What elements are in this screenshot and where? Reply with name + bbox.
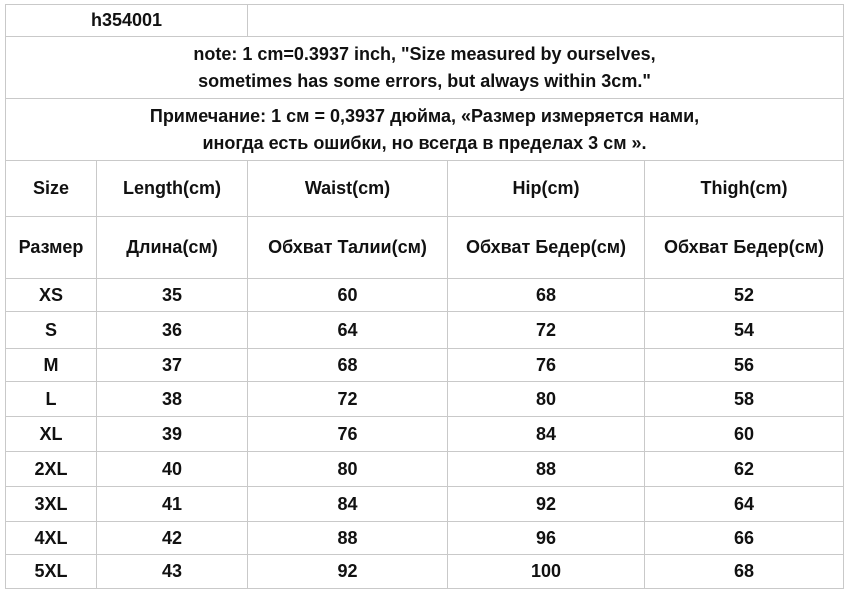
note-russian xyxy=(6,99,844,161)
cell-size: 5XL xyxy=(6,555,97,589)
header-size-ru: Размер xyxy=(6,217,97,279)
header-hip-ru: Обхват Бедер(см) xyxy=(448,217,645,279)
cell-length: 39 xyxy=(97,417,248,452)
cell-hip: 76 xyxy=(448,349,645,382)
cell-thigh: 60 xyxy=(645,417,844,452)
note-english-line2: sometimes has some errors, but always within 3cm." xyxy=(198,70,651,91)
cell-waist: 88 xyxy=(248,522,448,555)
cell-length: 41 xyxy=(97,487,248,522)
table-row xyxy=(6,312,844,349)
cell-thigh: 54 xyxy=(645,312,844,349)
cell-thigh: 66 xyxy=(645,522,844,555)
header-waist: Waist(cm) xyxy=(248,161,448,217)
cell-thigh: 52 xyxy=(645,279,844,312)
cell-length: 35 xyxy=(97,279,248,312)
cell-size: S xyxy=(6,312,97,349)
cell-waist: 72 xyxy=(248,382,448,417)
cell-waist: 68 xyxy=(248,349,448,382)
note-russian-line2: иногда есть ошибки, но всегда в пределах 3 см ». xyxy=(202,132,647,153)
cell-thigh: 64 xyxy=(645,487,844,522)
cell-hip: 96 xyxy=(448,522,645,555)
cell-waist: 84 xyxy=(248,487,448,522)
table-row xyxy=(6,522,844,555)
cell-thigh: 58 xyxy=(645,382,844,417)
header-thigh-ru: Обхват Бедер(см) xyxy=(645,217,844,279)
cell-waist: 60 xyxy=(248,279,448,312)
header-size: Size xyxy=(6,161,97,217)
cell-waist: 76 xyxy=(248,417,448,452)
cell-size: 2XL xyxy=(6,452,97,487)
cell-waist: 80 xyxy=(248,452,448,487)
size-table xyxy=(5,4,844,589)
cell-size: XS xyxy=(6,279,97,312)
note-russian-line1: Примечание: 1 см = 0,3937 дюйма, «Размер измеряется нами, xyxy=(149,105,700,126)
blank-header-cell xyxy=(248,5,844,37)
header-waist-ru: Обхват Талии(см) xyxy=(248,217,448,279)
cell-length: 36 xyxy=(97,312,248,349)
cell-thigh: 68 xyxy=(645,555,844,589)
header-length-ru: Длина(см) xyxy=(97,217,248,279)
cell-size: 4XL xyxy=(6,522,97,555)
table-row xyxy=(6,417,844,452)
cell-thigh: 56 xyxy=(645,349,844,382)
cell-hip: 92 xyxy=(448,487,645,522)
cell-length: 38 xyxy=(97,382,248,417)
cell-waist: 64 xyxy=(248,312,448,349)
table-row xyxy=(6,555,844,589)
cell-hip: 68 xyxy=(448,279,645,312)
header-length: Length(cm) xyxy=(97,161,248,217)
cell-size: XL xyxy=(6,417,97,452)
cell-hip: 84 xyxy=(448,417,645,452)
cell-size: M xyxy=(6,349,97,382)
cell-length: 37 xyxy=(97,349,248,382)
cell-thigh: 62 xyxy=(645,452,844,487)
cell-hip: 100 xyxy=(448,555,645,589)
header-thigh: Thigh(cm) xyxy=(645,161,844,217)
note-english xyxy=(6,37,844,99)
cell-length: 42 xyxy=(97,522,248,555)
note-english-line1: note: 1 cm=0.3937 inch, "Size measured by ourselves, xyxy=(193,43,656,64)
product-code: h354001 xyxy=(6,5,248,37)
cell-hip: 80 xyxy=(448,382,645,417)
table-row xyxy=(6,349,844,382)
cell-length: 40 xyxy=(97,452,248,487)
table-row xyxy=(6,452,844,487)
cell-size: L xyxy=(6,382,97,417)
cell-hip: 72 xyxy=(448,312,645,349)
cell-size: 3XL xyxy=(6,487,97,522)
table-row xyxy=(6,487,844,522)
table-row xyxy=(6,279,844,312)
cell-hip: 88 xyxy=(448,452,645,487)
header-hip: Hip(cm) xyxy=(448,161,645,217)
cell-length: 43 xyxy=(97,555,248,589)
table-row xyxy=(6,382,844,417)
cell-waist: 92 xyxy=(248,555,448,589)
